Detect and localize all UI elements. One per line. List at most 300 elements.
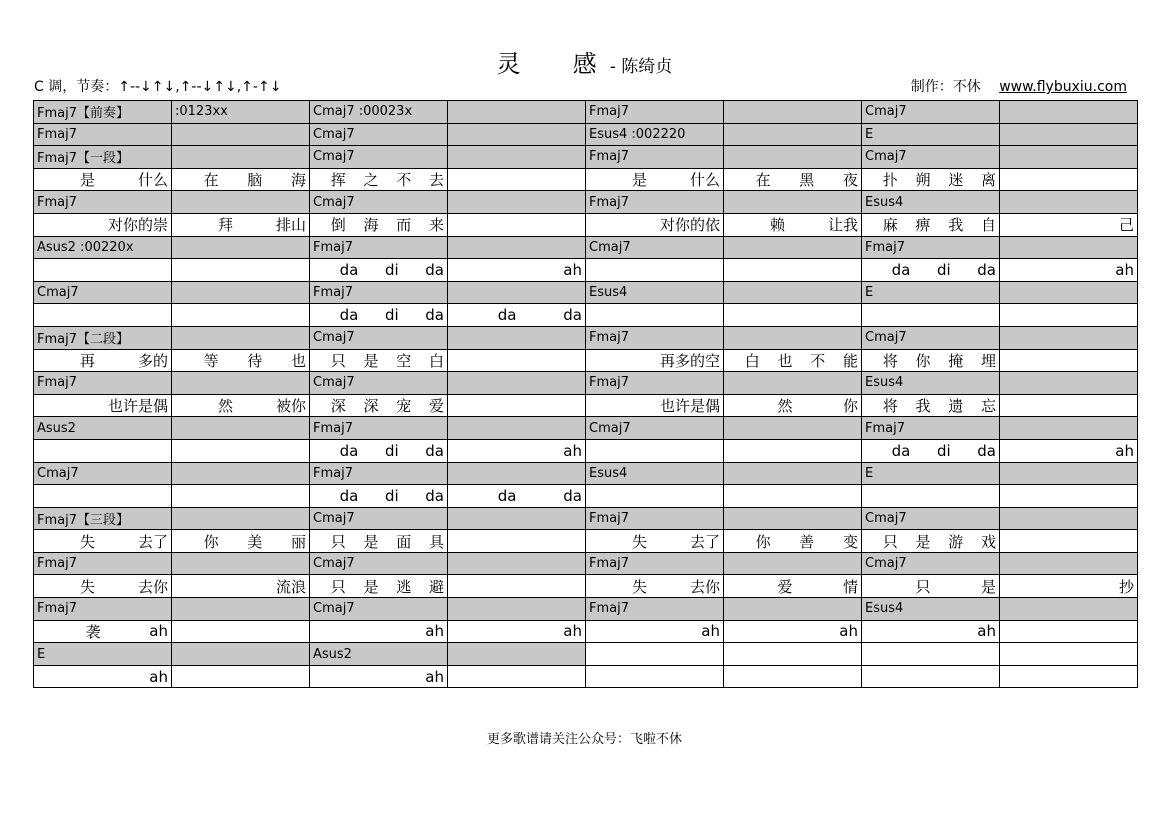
lyric-word: 抄 [1118,577,1134,596]
lyric-cell [724,213,862,236]
song-artist: - 陈绮贞 [609,57,673,77]
lyric-word: 自 [980,216,996,235]
chord-row [34,123,1138,146]
lyric-line [865,442,996,460]
lyric-word: 去你 [689,577,720,596]
lyric-word: 脑 [247,171,263,190]
lyric-cell [172,439,310,462]
chord-cell: Asus2 :00220x [34,236,172,259]
lyric-cell [172,213,310,236]
lyric-cell [310,665,448,688]
lyric-word: 是 [915,532,931,551]
chord-cell [724,281,862,304]
lyric-line [37,668,168,686]
chord-cell: Cmaj7 [586,417,724,440]
lyric-word: da [339,441,359,460]
chord-cell: Cmaj7 [586,236,724,259]
lyric-cell [586,168,724,191]
lyric-line [175,531,306,552]
lyric-cell [724,575,862,598]
lyric-line [451,306,582,324]
chord-cell [724,146,862,169]
lyric-word: di [384,260,399,279]
lyric-word: 己 [1118,216,1134,235]
lyric-cell [586,439,724,462]
chord-cell: Fmaj7 [586,372,724,395]
chord-cell [172,372,310,395]
lyric-word: 之 [363,171,379,190]
lyric-word: 深 [363,397,379,416]
song-title: 灵 感 [496,50,611,78]
chord-row [34,372,1138,395]
chord-cell: Esus4 :002220 [586,123,724,146]
lyric-cell [586,665,724,688]
lyric-cell [172,168,310,191]
lyric-word: 只 [915,577,931,596]
lyric-word: 再多的空 [659,351,720,370]
lyric-cell [586,394,724,417]
lyric-line [313,395,444,416]
lyric-cell [448,304,586,327]
lyric-cell [586,349,724,372]
chord-row [34,191,1138,214]
lyric-word: da [977,441,996,460]
lyric-word: 只 [330,351,346,370]
lyric-word: 失 [79,532,95,551]
lyric-cell [34,168,172,191]
lyric-line [451,442,582,460]
chord-cell: Cmaj7 [310,123,448,146]
lyric-line [37,169,168,190]
chord-cell: Cmaj7 [862,101,1000,124]
chord-cell [172,462,310,485]
lyric-cell [310,394,448,417]
lyric-word: 我 [915,397,931,416]
chord-cell: Fmaj7 [310,462,448,485]
lyric-word: 美 [247,532,263,551]
chord-cell: Fmaj7 [586,326,724,349]
lyric-line [451,261,582,279]
chord-cell [172,643,310,666]
chord-cell [862,643,1000,666]
chord-cell: Fmaj7【前奏】 [34,101,172,124]
lyric-word: 什么 [689,171,720,190]
lyric-word: ah [563,622,582,641]
lyric-cell [310,213,448,236]
lyric-cell [586,304,724,327]
lyric-word: da [425,441,444,460]
lyric-row [34,259,1138,282]
lyric-word: da [497,306,517,325]
chord-cell [448,281,586,304]
lyric-cell [310,439,448,462]
lyric-cell [172,575,310,598]
chord-cell [448,417,586,440]
lyric-line [37,576,168,597]
lyric-cell [448,213,586,236]
lyric-row [34,304,1138,327]
lyric-word: 失 [79,577,95,596]
lyric-word: 让我 [827,216,858,235]
lyric-line [451,487,582,505]
lyric-word: 也 [777,351,793,370]
chord-cell: Fmaj7【三段】 [34,507,172,530]
lyric-word: 失 [631,532,647,551]
lyric-cell [448,485,586,508]
lyric-line [37,350,168,371]
lyric-line [313,576,444,597]
lyric-row [34,575,1138,598]
lyric-word: 拜 [217,216,233,235]
lyric-cell [724,168,862,191]
lyric-cell [172,530,310,553]
chord-cell [724,417,862,440]
lyric-cell [172,620,310,643]
chord-cell: Fmaj7 [34,552,172,575]
lyric-word: 来 [428,216,444,235]
lyric-line [175,350,306,371]
lyric-word: 对你的依 [659,216,720,235]
chord-cell [448,326,586,349]
lyric-cell [1000,665,1138,688]
lyric-word: di [384,306,399,325]
lyric-word: 朔 [915,171,931,190]
lyric-cell [862,485,1000,508]
lyric-line [727,531,858,552]
chord-cell: Cmaj7 [310,507,448,530]
lyric-cell [448,394,586,417]
chord-cell [1000,462,1138,485]
chord-cell [1000,326,1138,349]
chord-cell [448,236,586,259]
lyric-word: 袭 [85,622,101,641]
lyric-word: 爱 [777,577,793,596]
lyric-line [313,169,444,190]
lyric-word: da [339,486,359,505]
chord-cell: E [34,643,172,666]
lyric-word: 避 [428,577,444,596]
lyric-word: 等 [203,351,219,370]
lyric-word: 你 [842,397,858,416]
chord-row [34,417,1138,440]
lyric-cell [310,620,448,643]
lyric-line [313,350,444,371]
chord-cell [1000,417,1138,440]
lyric-cell [862,394,1000,417]
lyric-row [34,530,1138,553]
lyric-line [727,395,858,416]
lyric-word: 掩 [948,351,964,370]
lyric-cell [310,259,448,282]
chord-cell: Asus2 [310,643,448,666]
chord-cell [1000,236,1138,259]
chord-cell: Fmaj7 [34,598,172,621]
lyric-word: 是 [980,577,996,596]
chord-cell: Fmaj7【一段】 [34,146,172,169]
lyric-line [865,531,996,552]
credits [911,76,1127,96]
lyric-word: 能 [842,351,858,370]
lyric-cell [34,213,172,236]
chord-cell: Esus4 [862,191,1000,214]
chord-cell [448,123,586,146]
chord-cell: Cmaj7 [34,462,172,485]
lyric-word: da [563,486,582,505]
lyric-row [34,665,1138,688]
lyric-cell [586,485,724,508]
footer-note: 更多歌谱请关注公众号：飞啦不休 [486,732,682,747]
lyric-cell [586,213,724,236]
lyric-line [589,622,720,640]
chord-cell [1000,123,1138,146]
chord-cell: Fmaj7【二段】 [34,326,172,349]
lyric-line [727,622,858,640]
chord-row [34,643,1138,666]
lyric-word: 多的 [137,351,168,370]
lyric-cell [1000,530,1138,553]
lyric-cell [586,259,724,282]
chord-cell: Fmaj7 [862,417,1000,440]
lyric-cell [34,530,172,553]
lyric-word: 去你 [137,577,168,596]
lyric-word: 也许是偶 [659,397,720,416]
chord-cell: E [862,281,1000,304]
lyric-cell [172,259,310,282]
lyric-word: ah [701,622,720,641]
lyric-cell [34,304,172,327]
lyric-word: ah [977,622,996,641]
lyric-cell [724,530,862,553]
lyric-cell [34,665,172,688]
lyric-word: 流浪 [275,577,306,596]
chord-cell [724,123,862,146]
chord-cell: Esus4 [586,462,724,485]
lyric-cell [724,485,862,508]
lyric-word: ah [425,667,444,686]
lyric-cell [862,620,1000,643]
lyric-cell [172,349,310,372]
lyric-word: 夜 [842,171,858,190]
lyric-cell [34,485,172,508]
lyric-word: 空 [396,351,412,370]
chord-row [34,326,1138,349]
lyric-line [727,350,858,371]
lyric-cell [724,439,862,462]
lyric-word: 白 [744,351,760,370]
lyric-row [34,168,1138,191]
lyric-word: ah [839,622,858,641]
chord-cell [1000,552,1138,575]
lyric-word: da [563,306,582,325]
lyric-word: 赖 [769,216,785,235]
lyric-word: 是 [79,171,95,190]
lyric-word: 我 [948,216,964,235]
lyric-word: da [891,441,911,460]
lyric-line [175,576,306,597]
chord-cell [1000,191,1138,214]
chord-cell [1000,598,1138,621]
chord-cell [448,598,586,621]
lyric-cell [448,665,586,688]
lyric-word: ah [149,622,168,641]
lyric-word: da [425,486,444,505]
chord-cell: Fmaj7 [586,598,724,621]
lyric-cell [724,394,862,417]
chord-cell [172,236,310,259]
lyric-cell [862,575,1000,598]
lyric-word: 爱 [428,397,444,416]
chord-cell [448,462,586,485]
lyric-cell [862,259,1000,282]
chord-cell: Cmaj7 [310,552,448,575]
lyric-cell [172,394,310,417]
lyric-word: 去 [428,171,444,190]
lyric-word: 情 [842,577,858,596]
chord-cell: Fmaj7 [310,417,448,440]
lyric-line [727,214,858,235]
lyric-cell [1000,620,1138,643]
chord-cell [172,598,310,621]
lyric-word: 深 [330,397,346,416]
chord-cell [172,507,310,530]
lyric-word: 遗 [948,397,964,416]
lyric-word: 不 [810,351,826,370]
lyric-cell [34,349,172,372]
lyric-word: 也许是偶 [107,397,168,416]
chord-cell [448,101,586,124]
lyric-cell [1000,485,1138,508]
lyric-cell [172,485,310,508]
lyric-cell [862,530,1000,553]
chord-cell: E [862,123,1000,146]
chord-cell [1000,101,1138,124]
lyric-line [313,668,444,686]
chord-cell: Fmaj7 [34,123,172,146]
lyric-word: 游 [948,532,964,551]
lyric-line [175,214,306,235]
lyric-line [865,576,996,597]
chord-cell: Fmaj7 [586,146,724,169]
lyric-line [1003,214,1134,235]
chord-cell [724,191,862,214]
lyric-row [34,485,1138,508]
lyric-word: da [425,306,444,325]
chord-cell [1000,281,1138,304]
lyric-line [37,531,168,552]
chord-cell [1000,643,1138,666]
lyric-word: di [384,486,399,505]
lyric-cell [862,304,1000,327]
chord-row [34,507,1138,530]
lyric-cell [310,168,448,191]
chord-cell [448,643,586,666]
lyric-row [34,439,1138,462]
lyric-cell [1000,213,1138,236]
lyric-word: 海 [290,171,306,190]
lyric-word: 你 [915,351,931,370]
lyric-line [1003,442,1134,460]
chord-cell [448,191,586,214]
lyric-line [313,214,444,235]
lyric-line [865,169,996,190]
chord-sheet-table [33,100,1138,688]
chord-cell: Esus4 [862,372,1000,395]
lyric-word: 海 [363,216,379,235]
chord-cell [1000,372,1138,395]
chord-cell [724,236,862,259]
website-link[interactable]: www.flybuxiu.com [999,79,1127,95]
lyric-word: 痹 [915,216,931,235]
lyric-cell [1000,259,1138,282]
lyric-cell [310,575,448,598]
chord-cell [724,598,862,621]
chord-cell: Fmaj7 [586,191,724,214]
chord-cell: Cmaj7 [862,507,1000,530]
lyric-cell [862,349,1000,372]
lyric-row [34,213,1138,236]
lyric-word: 黑 [799,171,815,190]
chord-cell: Fmaj7 [586,507,724,530]
lyric-cell [862,439,1000,462]
lyric-word: 对你的崇 [107,216,168,235]
lyric-cell [1000,168,1138,191]
chord-cell [172,326,310,349]
chord-cell [1000,507,1138,530]
chord-cell: Fmaj7 [310,236,448,259]
lyric-word: di [384,441,399,460]
chord-cell [448,552,586,575]
lyric-word: 善 [799,532,815,551]
lyric-word: 只 [882,532,898,551]
lyric-line [313,622,444,640]
lyric-cell [34,394,172,417]
chord-cell: Cmaj7 [310,598,448,621]
lyric-row [34,620,1138,643]
lyric-word: 你 [755,532,771,551]
lyric-cell [586,530,724,553]
lyric-word: 只 [330,532,346,551]
lyric-word: da [339,260,359,279]
lyric-cell [1000,439,1138,462]
lyric-line [313,442,444,460]
lyric-line [313,487,444,505]
lyric-word: 只 [330,577,346,596]
chord-cell [448,507,586,530]
lyric-cell [1000,304,1138,327]
chord-row [34,598,1138,621]
lyric-word: da [977,260,996,279]
lyric-word: 戏 [980,532,996,551]
lyric-word: ah [1115,260,1134,279]
lyric-word: 去了 [137,532,168,551]
lyric-word: di [936,260,951,279]
lyric-cell [172,304,310,327]
chord-row [34,552,1138,575]
lyric-word: da [339,306,359,325]
chord-cell: Fmaj7 [310,281,448,304]
lyric-line [589,350,720,371]
lyric-cell [310,304,448,327]
lyric-word: 麻 [882,216,898,235]
chord-row [34,146,1138,169]
lyric-cell [1000,575,1138,598]
lyric-cell [724,665,862,688]
lyric-cell [34,620,172,643]
lyric-line [865,214,996,235]
lyric-word: 白 [428,351,444,370]
chord-cell: Fmaj7 [34,372,172,395]
lyric-cell [310,530,448,553]
